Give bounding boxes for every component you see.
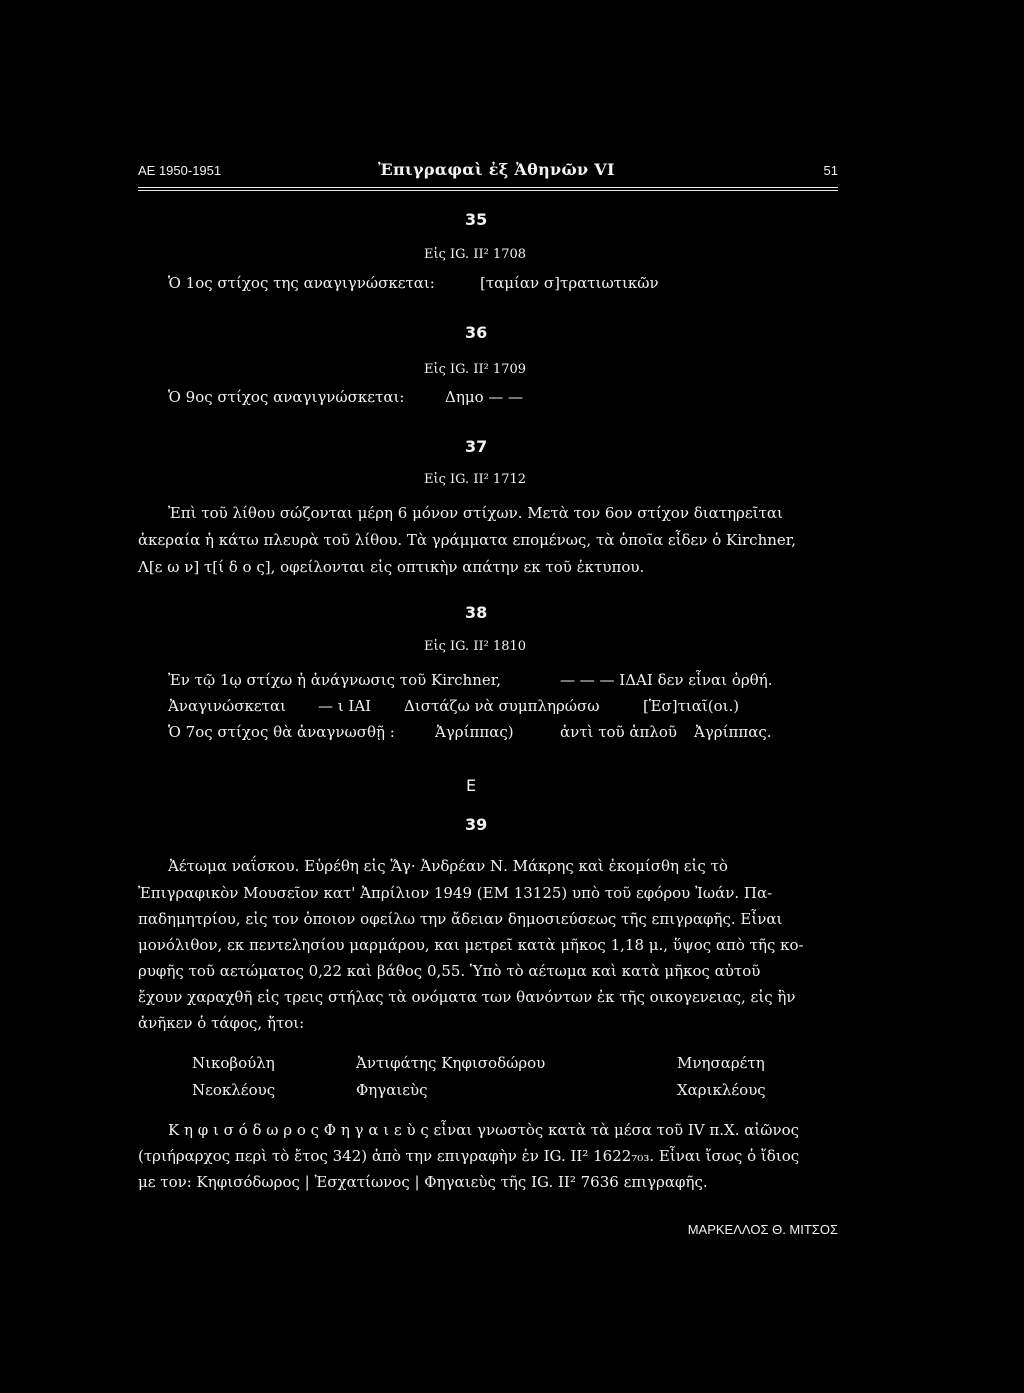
- paragraph-39-line-2: Ἐπιγραφικὸν Μουσεῖον κατ' Ἀπρίλιον 1949 (ΕΜ 13125) υπὸ τοῦ εφόρου Ἰωάν. Πα-: [138, 884, 773, 902]
- section-number-38: 38: [465, 603, 488, 622]
- closing-line-2: (τριήραρχος περὶ τὸ ἔτος 342) ἀπὸ την επιγραφὴν ἐν IG. II² 1622₇₀₃. Εἶναι ἴσως ὁ ἴδιος: [138, 1147, 800, 1165]
- paragraph-39-line-3: παδημητρίου, εἰς τον ὁποιον οφείλω την ἄδειαν δημοσιεύσεως τῆς επιγραφῆς. Εἶναι: [138, 910, 783, 928]
- section-number-36: 36: [465, 323, 488, 342]
- journal-ref: ΑΕ 1950-1951: [138, 163, 222, 178]
- ig-reference-35: Εἰς IG. II² 1708: [424, 247, 527, 262]
- line-38-1b: — — — ΙΔΑΙ δεν εἶναι ὀρθή.: [560, 671, 773, 689]
- section-number-37: 37: [465, 437, 488, 456]
- line-36-text: Δημο — —: [445, 388, 524, 406]
- line-38-2b: — ι ΙΑΙ: [318, 697, 372, 715]
- line-38-3b: Ἀγρίππας): [435, 723, 514, 741]
- paragraph-39-line-4: μονόλιθον, εκ πεντελησίου μαρμάρου, και μετρεῖ κατὰ μῆκος 1,18 μ., ὕψος απὸ τῆς κο-: [138, 936, 804, 954]
- paragraph-37-line-1: Ἐπὶ τοῦ λίθου σώζονται μέρη 6 μόνον στίχων. Μετὰ τον 6ον στίχον διατηρεῖται: [168, 504, 783, 522]
- header-rule-double: [138, 190, 838, 191]
- name-col3-row2: Χαρικλέους: [677, 1081, 766, 1099]
- line-35-text: [ταμίαν σ]τρατιωτικῶν: [480, 274, 659, 292]
- name-col2-row1: Ἀντιφάτης Κηφισοδώρου: [356, 1054, 546, 1072]
- closing-line-3: με τον: Κηφισόδωρος | Ἐσχατίωνος | Φηγαιεὺς τῆς IG. II² 7636 επιγραφῆς.: [138, 1173, 708, 1191]
- running-header: [138, 160, 838, 182]
- line-38-2a: Ἀναγινώσκεται: [168, 697, 286, 715]
- header-rule: [138, 187, 838, 188]
- author-signature: ΜΑΡΚΕΛΛΟΣ Θ. ΜΙΤΣΟΣ: [687, 1222, 838, 1237]
- page-number: 51: [823, 163, 838, 178]
- paragraph-39-line-6: ἔχουν χαραχθῆ εἰς τρεις στήλας τὰ ονόματα των θανόντων ἐκ τῆς οικογενειας, εἰς ἣν: [138, 988, 796, 1006]
- line-35-label: Ὁ 1ος στίχος της αναγιγνώσκεται:: [168, 274, 435, 292]
- ig-reference-37: Εἰς IG. II² 1712: [424, 472, 527, 487]
- line-38-1a: Ἐν τῷ 1ῳ στίχω ἡ ἀνάγνωσις τοῦ Kirchner,: [168, 671, 502, 689]
- paragraph-39-line-7: ἀνῆκεν ὁ τάφος, ἤτοι:: [138, 1014, 305, 1032]
- name-col1-row1: Νικοβούλη: [192, 1054, 275, 1072]
- ig-reference-38: Εἰς IG. II² 1810: [424, 639, 527, 654]
- line-38-3d: Ἀγρίππας.: [694, 723, 772, 741]
- closing-line-1: Κ η φ ι σ ό δ ω ρ ο ς Φ η γ α ι ε ὺ ς εἶναι γνωστὸς κατὰ τὰ μέσα τοῦ IV π.Χ. αἰῶνος: [168, 1121, 800, 1139]
- header-title: Ἐπιγραφαὶ ἐξ Ἀθηνῶν VI: [378, 160, 615, 179]
- line-38-3c: ἀντὶ τοῦ ἁπλοῦ: [560, 723, 678, 741]
- paragraph-39-line-5: ρυφῆς τοῦ αετώματος 0,22 καὶ βάθος 0,55. Ὑπὸ τὸ αέτωμα καὶ κατὰ μῆκος αὐτοῦ: [138, 962, 761, 980]
- name-col1-row2: Νεοκλέους: [192, 1081, 276, 1099]
- name-col2-row2: Φηγαιεὺς: [356, 1081, 428, 1099]
- line-38-2d: [Ἑσ]τιαῖ(οι.): [643, 697, 740, 715]
- ig-reference-36: Εἰς IG. II² 1709: [424, 362, 527, 377]
- section-number-35: 35: [465, 210, 488, 229]
- name-col3-row1: Μνησαρέτη: [677, 1054, 765, 1072]
- line-36-label: Ὁ 9ος στίχος αναγιγνώσκεται:: [168, 388, 405, 406]
- paragraph-39-line-1: Ἀέτωμα ναΐσκου. Εὑρέθη εἰς Ἅγ· Ἀνδρέαν Ν. Μάκρης καὶ ἐκομίσθη εἰς τὸ: [168, 857, 728, 875]
- section-letter-e: Ε: [466, 776, 477, 795]
- line-38-3a: Ὁ 7ος στίχος θὰ ἀναγνωσθῇ :: [168, 723, 395, 741]
- paragraph-37-line-2: ἀκεραία ἡ κάτω πλευρὰ τοῦ λίθου. Τὰ γράμματα επομένως, τὰ ὁποῖα εἶδεν ὁ Kirchner,: [138, 531, 797, 549]
- line-38-2c: Διστάζω νὰ συμπληρώσω: [404, 697, 600, 715]
- paragraph-37-line-3: Λ[ε ω ν] τ[ί δ ο ς], οφείλονται εἰς οπτικὴν απάτην εκ τοῦ ἐκτυπου.: [138, 558, 645, 576]
- section-number-39: 39: [465, 815, 488, 834]
